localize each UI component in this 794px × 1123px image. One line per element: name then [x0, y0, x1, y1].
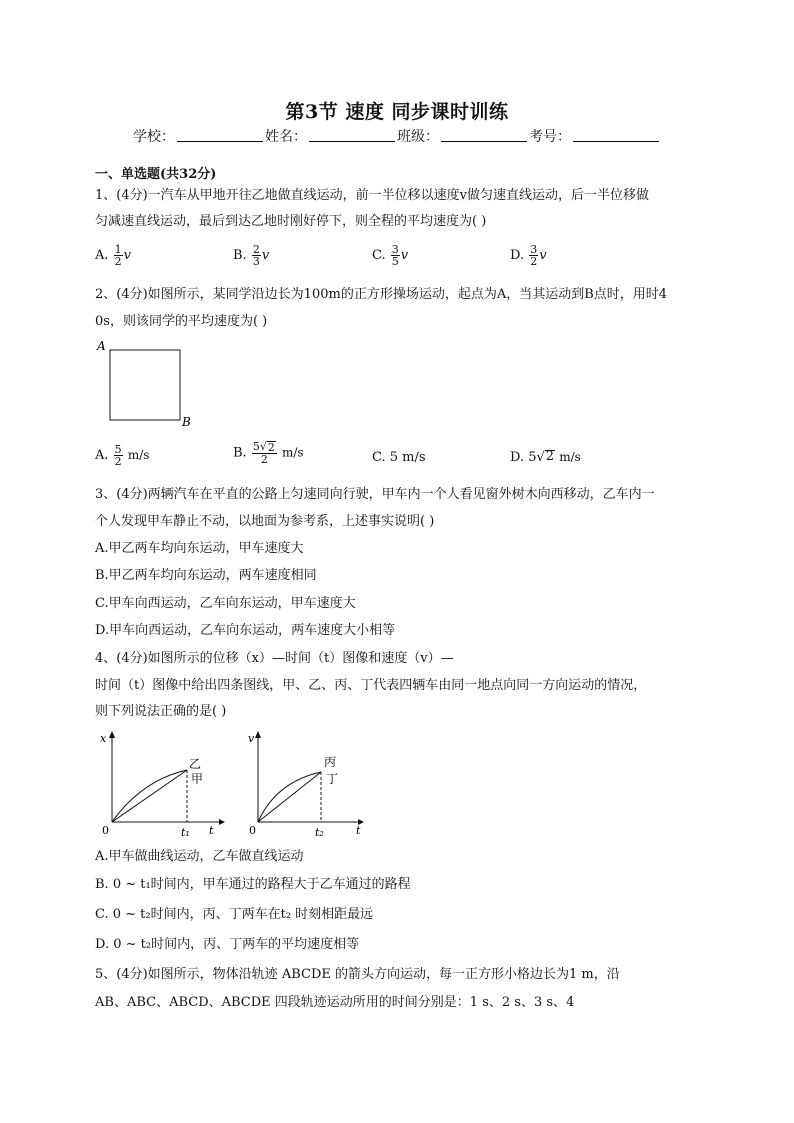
variable: v [123, 248, 132, 263]
student-info-row [0, 126, 794, 146]
yi-label: 乙 [189, 757, 202, 771]
q5-stem-line2: AB、ABC、ABCD、ABCDE 四段轨迹运动所用的时间分别是：1 s、2 s、3 s、4 [95, 995, 575, 1010]
exam-number-blank[interactable] [573, 126, 659, 142]
fraction [529, 244, 538, 267]
sqrt-symbol: √ 2 [536, 449, 555, 465]
q3-option-a[interactable]: A.甲乙两车均向东运动，甲车速度大 [95, 541, 304, 556]
numerator: 1 [114, 243, 122, 256]
denominator: 2 [260, 453, 268, 466]
option-letter: D. [510, 248, 525, 263]
q3-option-b[interactable]: B.甲乙两车均向东运动，两车速度相同 [95, 568, 317, 583]
section-heading: 一、单选题(共32分) [95, 167, 217, 182]
fraction [391, 244, 400, 267]
q2-option-a[interactable] [95, 444, 149, 467]
class-label: 班级： [397, 129, 439, 145]
y-axis-arrow [255, 731, 261, 738]
q4-stem-line1: 4、(4分)如图所示的位移（x）—时间（t）图像和速度（v）— [95, 651, 454, 666]
q4-stem-line3: 则下列说法正确的是( ) [95, 704, 227, 719]
option-letter: B. [233, 248, 247, 263]
line-ding [258, 772, 321, 822]
variable: v [539, 248, 547, 263]
bing-label: 丙 [324, 755, 337, 769]
q3-option-d[interactable]: D.甲车向西运动，乙车向东运动，两车速度大小相等 [95, 623, 396, 638]
y-axis-label: v [248, 732, 255, 745]
school-blank[interactable] [177, 126, 263, 142]
q3-stem-line1: 3、(4分)两辆汽车在平直的公路上匀速同向行驶，甲车内一个人看见窗外树木向西移动，乙车内一 [95, 487, 655, 502]
fraction [252, 441, 277, 465]
denominator: 2 [530, 255, 538, 268]
q4-option-d[interactable]: D. 0 ~ t₂时间内，丙、丁两车的平均速度相等 [95, 937, 360, 952]
fraction [114, 444, 123, 467]
ding-label: 丁 [326, 772, 339, 786]
option-letter: B. [233, 445, 247, 461]
q2-stem-line1: 2、(4分)如图所示，某同学沿边长为100m的正方形操场运动，起点为A，当其运动到B点时，用时4 [95, 287, 668, 302]
q5-stem-line1: 5、(4分)如图所示，物体沿轨迹 ABCDE 的箭头方向运动，每一正方形小格边长为1 m，沿 [95, 967, 620, 982]
q1-option-b[interactable] [233, 244, 269, 267]
variable: v [400, 248, 409, 263]
q2-option-d[interactable] [510, 450, 581, 465]
t1-tick-label: t₁ [181, 826, 190, 839]
q3-stem-line2: 个人发现甲车静止不动，以地面为参考系，上述事实说明( ) [95, 514, 435, 529]
origin-label: 0 [249, 824, 256, 837]
variable: v [261, 248, 270, 263]
radicand: 2 [545, 449, 555, 464]
x-axis-arrow [219, 819, 225, 825]
page-title: 第3节 速度 同步课时训练 [285, 101, 509, 123]
q4-stem-line2: 时间（t）图像中给出四条图线，甲、乙、丙、丁代表四辆车由同一地点向同一方向运动的情况， [95, 678, 647, 693]
y-axis-label: x [100, 732, 107, 745]
point-a-label: A [97, 339, 106, 353]
q4-option-b[interactable]: B. 0 ~ t₁时间内，甲车通过的路程大于乙车通过的路程 [95, 877, 411, 892]
q1-stem-line1: 1、(4分)一汽车从甲地开往乙地做直线运动，前一半位移以速度v做匀速直线运动，后一半位移做 [95, 188, 650, 203]
point-b-label: B [182, 415, 191, 429]
exam-number-label: 考号： [529, 129, 571, 145]
name-blank[interactable] [309, 126, 395, 142]
school-label: 学校： [133, 129, 175, 145]
q2-option-b[interactable] [233, 441, 304, 465]
option-letter: A. [95, 248, 109, 263]
t2-tick-label: t₂ [315, 826, 324, 839]
q2-stem-line2: 0s，则该同学的平均速度为( ) [95, 314, 268, 329]
radicand: 2 [267, 441, 275, 454]
option-letter: C. [372, 248, 386, 263]
vt-graph [246, 728, 376, 840]
q1-option-a[interactable] [95, 244, 131, 267]
q1-stem-line2: 匀减速直线运动，最后到达乙地时刚好停下，则全程的平均速度为( ) [95, 214, 487, 229]
unit: m/s [559, 450, 581, 464]
fraction [252, 244, 261, 267]
q1-option-c[interactable] [372, 244, 408, 267]
q4-option-a[interactable]: A.甲车做曲线运动，乙车做直线运动 [95, 849, 304, 864]
fraction [114, 244, 123, 267]
square-track-figure [92, 336, 202, 432]
denominator: 2 [114, 255, 122, 268]
denominator: 3 [252, 255, 260, 268]
x-axis-label: t [209, 824, 214, 837]
option-letter: D. 5 [510, 450, 537, 465]
y-axis-arrow [109, 731, 115, 738]
unit: m/s [127, 448, 150, 462]
numerator: 3 [530, 243, 538, 256]
unit: m/s [281, 445, 304, 460]
jia-label: 甲 [191, 772, 204, 786]
x-axis-label: t [356, 824, 361, 837]
class-blank[interactable] [441, 126, 527, 142]
coefficient: 5 [252, 440, 260, 453]
option-letter: A. [95, 448, 109, 463]
denominator: 5 [391, 255, 399, 268]
q1-option-d[interactable] [510, 244, 547, 267]
name-label: 姓名： [265, 129, 307, 145]
q3-option-c[interactable]: C.甲车向西运动，乙车向东运动，甲车速度大 [95, 596, 356, 611]
line-jia [112, 770, 187, 822]
square-track [110, 350, 180, 420]
sqrt-symbol: √ 2 [259, 440, 275, 454]
q2-option-c[interactable]: C. 5 m/s [372, 450, 426, 465]
numerator: 3 [391, 243, 399, 256]
numerator: 2 [252, 243, 260, 256]
xt-graph [97, 728, 227, 840]
denominator: 2 [114, 455, 122, 468]
origin-label: 0 [102, 824, 109, 837]
numerator: 5 [114, 443, 122, 456]
q4-option-c[interactable]: C. 0 ~ t₂时间内，丙、丁两车在t₂ 时刻相距最远 [95, 907, 374, 922]
